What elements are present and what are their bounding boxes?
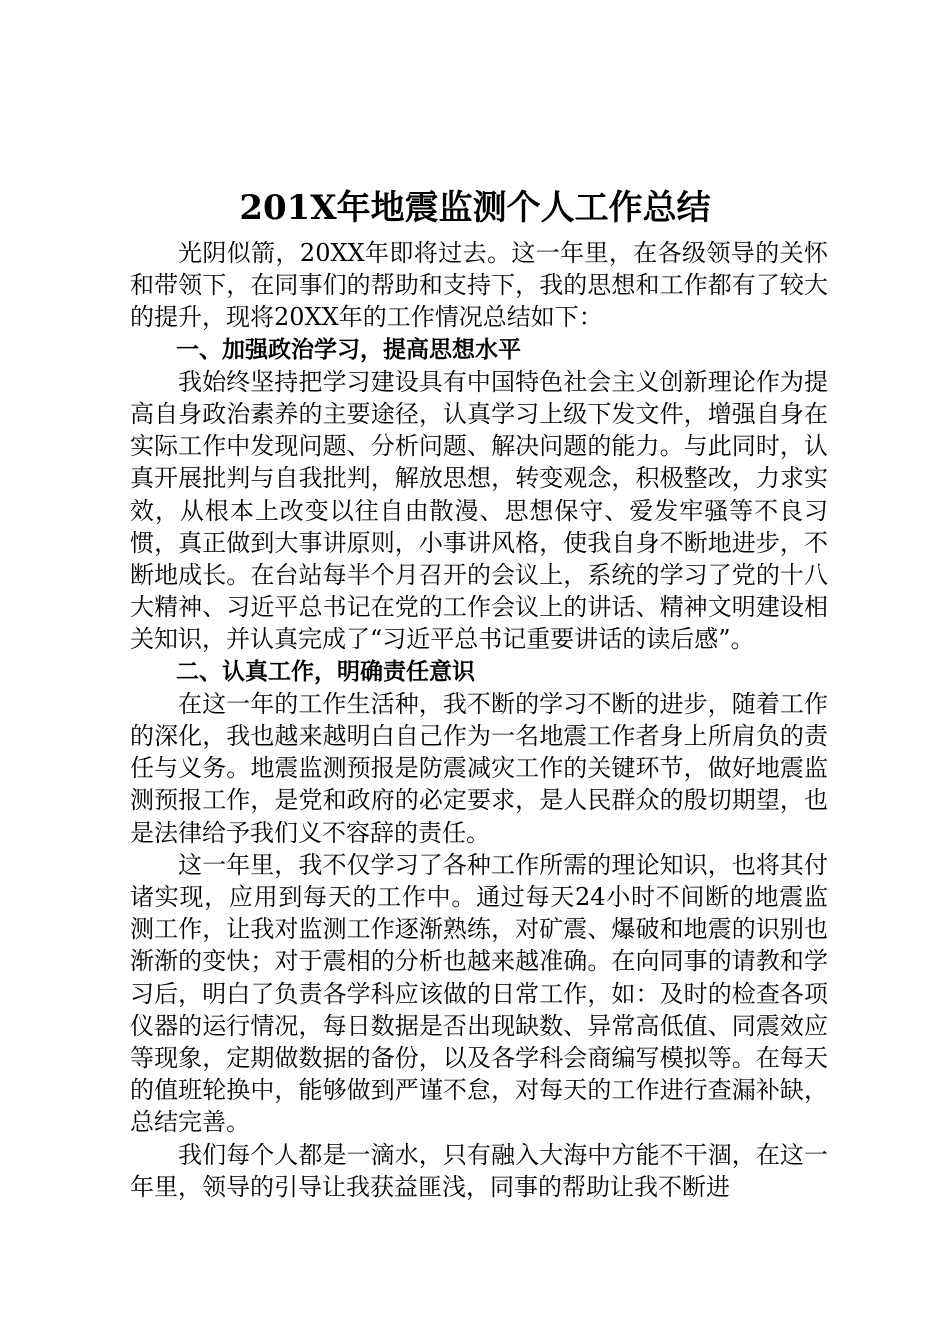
- section-1-heading: 一、加强政治学习，提高思想水平: [176, 336, 521, 363]
- document-body: [130, 237, 828, 1203]
- section-2-heading: 二、认真工作，明确责任意识: [176, 658, 475, 685]
- section-2-paragraph-1: 在这一年的工作生活种，我不断的学习不断的进步，随着工作的深化，我也越来越明白自己作为一名地震工作者身上所肩负的责任与义务。地震监测预报是防震减灾工作的关键环节，做好地震监测预报工作，是党和政府的必定要求，是人民群众的殷切期望，也是法律给予我们义不容辞的责任。: [130, 689, 828, 847]
- section-2-paragraph-2: 这一年里，我不仅学习了各种工作所需的理论知识，也将其付诸实现，应用到每天的工作中。通过每天24小时不间断的地震监测工作，让我对监测工作逐渐熟练，对矿震、爆破和地震的识别也渐渐的变快；对于震相的分析也越来越准确。在向同事的请教和学习后，明白了负责各学科应该做的日常工作，如：及时的检查各项仪器的运行情况，每日数据是否出现缺数、异常高低值、同震效应等现象，定期做数据的备份，以及各学科会商编写模拟等。在每天的值班轮换中，能够做到严谨不怠，对每天的工作进行查漏补缺，总结完善。: [130, 850, 828, 1137]
- section-1-paragraph: 我始终坚持把学习建设具有中国特色社会主义创新理论作为提高自身政治素养的主要途径，认真学习上级下发文件，增强自身在实际工作中发现问题、分析问题、解决问题的能力。与此同时，认真开展批判与自我批判，解放思想，转变观念，积极整改，力求实效，从根本上改变以往自由散漫、思想保守、爱发牢骚等不良习惯，真正做到大事讲原则，小事讲风格，使我自身不断地进步，不断地成长。在台站每半个月召开的会议上，系统的学习了党的十八大精神、习近平总书记在党的工作会议上的讲话、精神文明建设相关知识，并认真完成了“习近平总书记重要讲话的读后感”。: [130, 367, 828, 654]
- section-2-paragraph-3: 我们每个人都是一滴水，只有融入大海中方能不干涸，在这一年里，领导的引导让我获益匪浅，同事的帮助让我不断进: [130, 1140, 828, 1201]
- document-title: 201X年地震监测个人工作总结: [239, 188, 711, 228]
- intro-paragraph: 光阴似箭，20XX年即将过去。这一年里，在各级领导的关怀和带领下，在同事们的帮助和支持下，我的思想和工作都有了较大的提升，现将20XX年的工作情况总结如下：: [130, 239, 828, 332]
